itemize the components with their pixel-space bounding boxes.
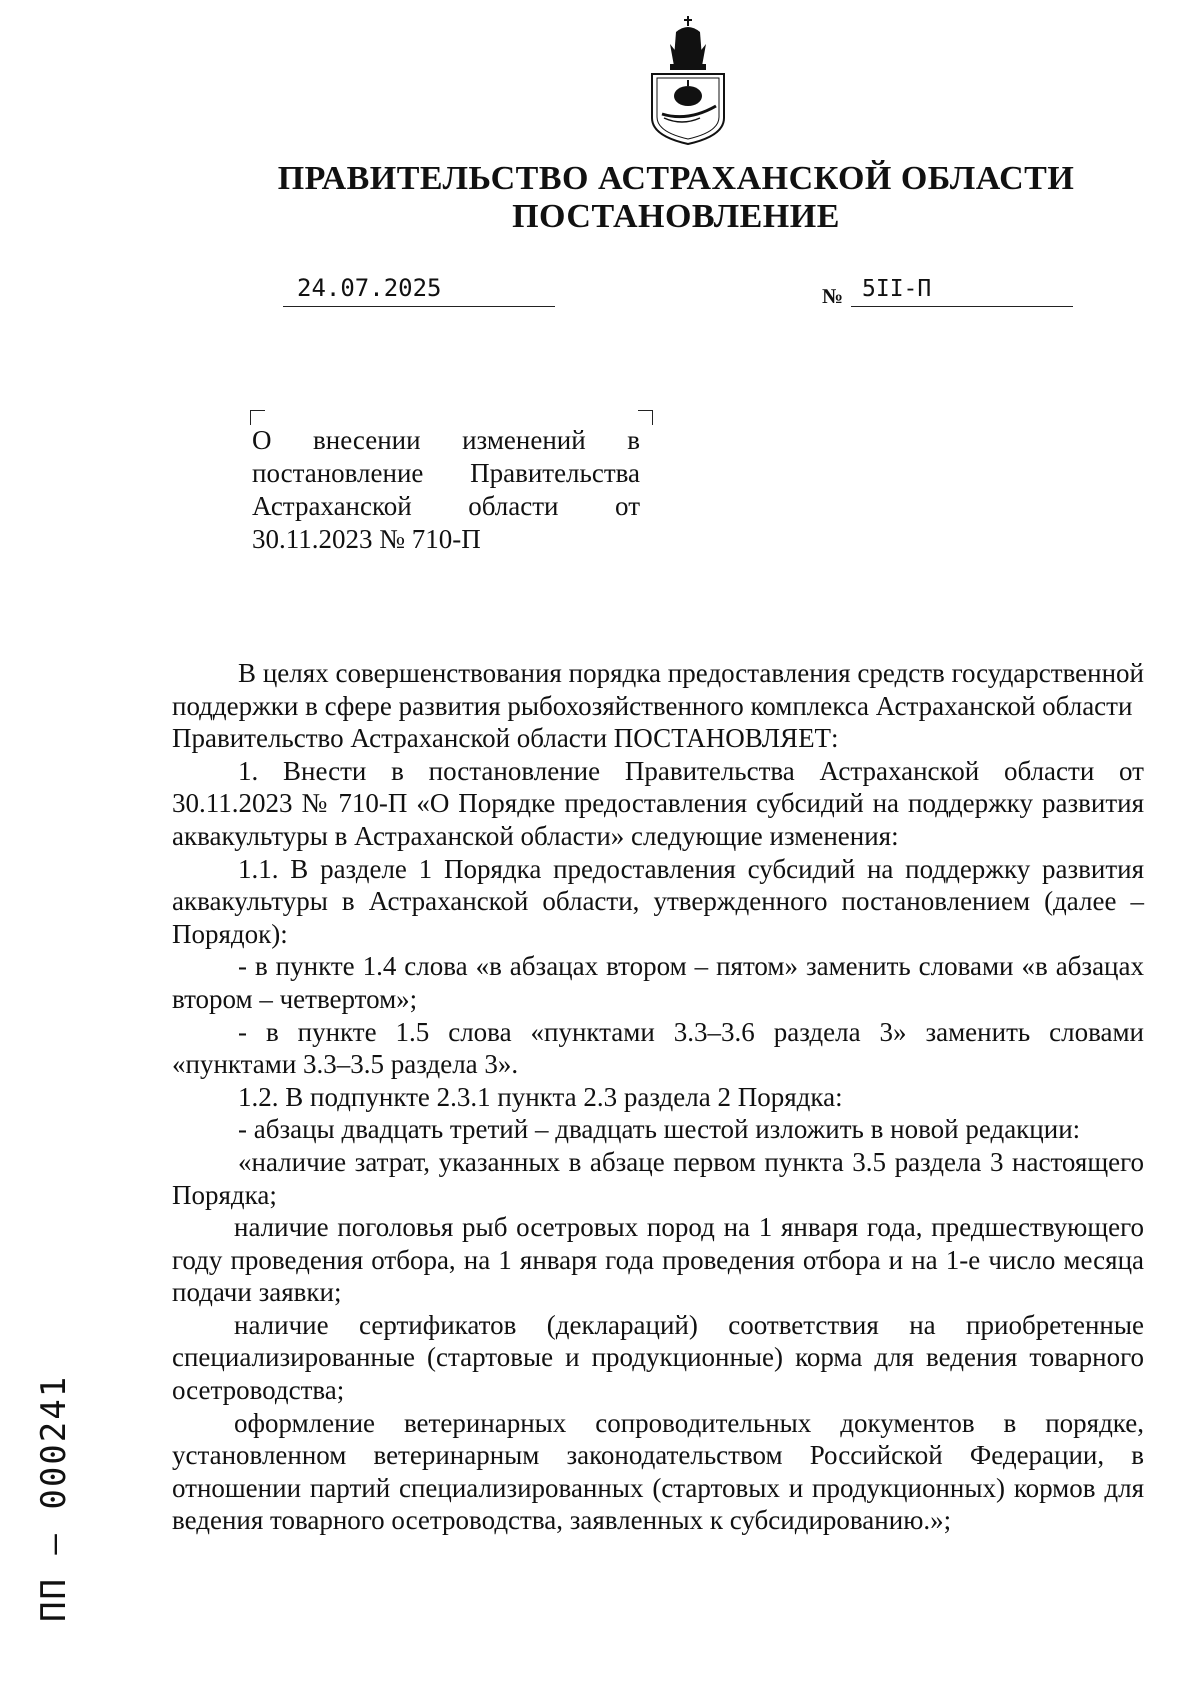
body-paragraph: Правительство Астраханской области ПОСТАНОВЛЯЕТ: <box>172 723 839 754</box>
body-paragraph: 1.2. В подпункте 2.3.1 пункта 2.3 раздела 2 Порядка: <box>238 1081 843 1112</box>
subject-corner-left <box>250 410 265 425</box>
document-number: 5II-П <box>862 276 932 302</box>
body-paragraph: наличие поголовья рыб осетровых пород на 1 января года, предшествующего году проведения отбора, на 1 января года проведения отбора и на 1-е число месяца подачи заявки; <box>172 1212 1144 1308</box>
body-paragraph: В целях совершенствования порядка предоставления средств государственной поддержки в сфере развития рыбохозяйственного комплекса Астраханской области <box>172 658 1144 721</box>
body-paragraph: «наличие затрат, указанных в абзаце первом пункта 3.5 раздела 3 настоящего Порядка; <box>172 1146 1144 1210</box>
body-paragraph: - абзацы двадцать третий – двадцать шестой изложить в новой редакции: <box>238 1114 1081 1145</box>
document-body <box>172 657 1144 1537</box>
body-paragraph: - в пункте 1.5 слова «пунктами 3.3–3.6 раздела 3» заменить словами «пунктами 3.3–3.5 раздела 3». <box>172 1016 1144 1080</box>
document-date: 24.07.2025 <box>297 274 442 302</box>
document-subject: О внесении изменений в постановление Правительства Астраханской области от 30.11.2023 № 710-П <box>252 425 640 554</box>
subject-corner-right <box>638 410 653 425</box>
document-type: ПОСТАНОВЛЕНИЕ <box>512 198 840 235</box>
body-paragraph: 1. Внести в постановление Правительства Астраханской области от 30.11.2023 № 710-П «О Порядке предоставления субсидий на поддержку развития аквакультуры в Астраханской области» следующие изменения: <box>172 755 1144 851</box>
body-paragraph: наличие сертификатов (деклараций) соответствия на приобретенные специализированные (стартовые и продукционные) корма для ведения товарного осетроводства; <box>172 1309 1144 1406</box>
body-paragraph: оформление ветеринарных сопроводительных документов в порядке, установленном ветеринарным законодательством Российской Федерации, в отношении партий специализированных (стартовых и продукционных) кормов для ведения товарного осетроводства, заявленных к субсидированию.»; <box>172 1407 1144 1536</box>
government-title: ПРАВИТЕЛЬСТВО АСТРАХАНСКОЙ ОБЛАСТИ <box>277 160 1075 197</box>
coat-of-arms-icon <box>642 14 734 148</box>
margin-registration-code: ПП – 000241 <box>34 1374 74 1622</box>
number-sign: № <box>822 284 844 308</box>
body-paragraph: - в пункте 1.4 слова «в абзацах втором – пятом» заменить словами «в абзацах втором – четвертом»; <box>172 951 1144 1014</box>
body-paragraph: 1.1. В разделе 1 Порядка предоставления субсидий на поддержку развития аквакультуры в Астраханской области, утвержденного постановлением (далее – Порядок): <box>172 853 1144 949</box>
